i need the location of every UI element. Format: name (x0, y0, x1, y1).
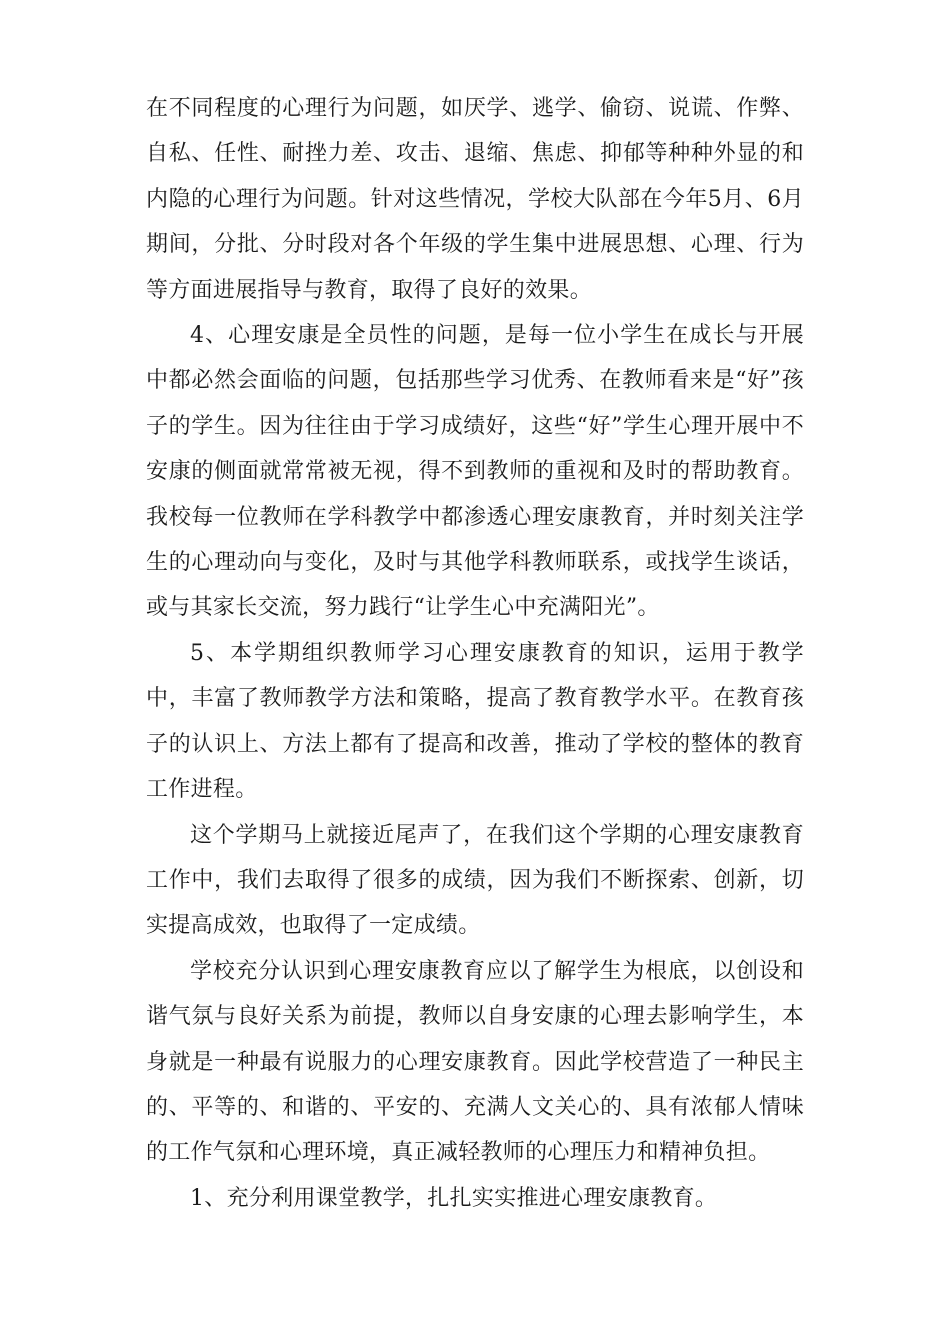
paragraph-item-4: 4、心理安康是全员性的问题，是每一位小学生在成长与开展中都必然会面临的问题，包括那些学习优秀、在教师看来是“好”孩子的学生。因为往往由于学习成绩好，这些“好”学生心理开展中不安康的侧面就常常被无视，得不到教师的重视和及时的帮助教育。我校每一位教师在学科教学中都渗透心理安康教育，并时刻关注学生的心理动向与变化，及时与其他学科教师联系，或找学生谈话，或与其家长交流，努力践行“让学生心中充满阳光”。 (146, 323, 804, 621)
paragraph-semester-summary: 这个学期马上就接近尾声了，在我们这个学期的心理安康教育工作中，我们去取得了很多的成绩，因为我们不断探索、创新，切实提高成效，也取得了一定成绩。 (146, 822, 804, 939)
document-body (146, 86, 804, 1221)
paragraph-continuation: 在不同程度的心理行为问题，如厌学、逃学、偷窃、说谎、作弊、自私、任性、耐挫力差、攻击、退缩、焦虑、抑郁等种种外显的和内隐的心理行为问题。针对这些情况，学校大队部在今年5月、6月期间，分批、分时段对各个年级的学生集中进展思想、心理、行为等方面进展指导与教育，取得了良好的效果。 (146, 96, 804, 303)
paragraph-item-1-heading: 1、充分利用课堂教学，扎扎实实推进心理安康教育。 (190, 1185, 718, 1211)
paragraph-school-environment: 学校充分认识到心理安康教育应以了解学生为根底，以创设和谐气氛与良好关系为前提，教师以自身安康的心理去影响学生，本身就是一种最有说服力的心理安康教育。因此学校营造了一种民主的、平等的、和谐的、平安的、充满人文关心的、具有浓郁人情味的工作气氛和心理环境，真正减轻教师的心理压力和精神负担。 (146, 958, 804, 1166)
paragraph-item-5: 5、本学期组织教师学习心理安康教育的知识，运用于教学中，丰富了教师教学方法和策略，提高了教育教学水平。在教育孩子的认识上、方法上都有了提高和改善，推动了学校的整体的教育工作进程。 (146, 640, 804, 803)
